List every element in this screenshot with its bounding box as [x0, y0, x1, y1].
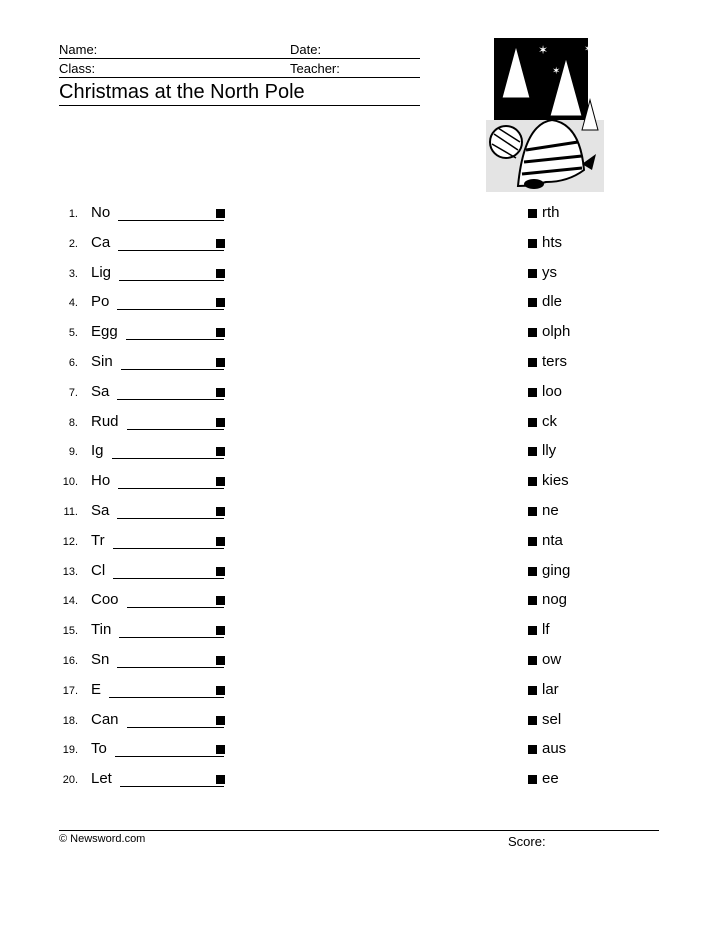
list-item: [0, 529, 728, 559]
answer-blank[interactable]: [117, 293, 224, 310]
word-stem: Egg: [91, 323, 118, 341]
match-dot-left[interactable]: [216, 358, 225, 367]
word-stem: To: [91, 740, 107, 758]
list-item: [0, 350, 728, 380]
word-ending: hts: [542, 233, 563, 251]
match-dot-left[interactable]: [216, 239, 225, 248]
answer-blank[interactable]: [127, 413, 224, 430]
item-number: 11.: [63, 506, 78, 518]
answer-blank[interactable]: [115, 740, 224, 757]
answer-blank[interactable]: [127, 591, 224, 608]
word-stem: Rud: [91, 412, 119, 430]
list-item: [0, 678, 728, 708]
match-dot-left[interactable]: [216, 716, 225, 725]
match-dot-right[interactable]: [528, 388, 537, 397]
match-dot-right[interactable]: [528, 626, 537, 635]
match-dot-left[interactable]: [216, 477, 225, 486]
list-item: [0, 648, 728, 678]
word-stem: Cl: [91, 561, 106, 579]
item-number: 9.: [68, 446, 78, 459]
match-dot-right[interactable]: [528, 418, 537, 427]
match-dot-left[interactable]: [216, 388, 225, 397]
match-dot-left[interactable]: [216, 596, 225, 605]
match-dot-right[interactable]: [528, 567, 537, 576]
answer-blank[interactable]: [121, 353, 224, 370]
word-ending: dle: [542, 293, 563, 311]
answer-blank[interactable]: [117, 383, 224, 400]
worksheet-title: [59, 78, 420, 106]
match-dot-right[interactable]: [528, 716, 537, 725]
item-number: 8.: [68, 416, 78, 429]
word-stem: Coo: [91, 591, 119, 609]
list-item: [0, 320, 728, 350]
word-ending: aus: [542, 740, 567, 758]
word-stem: Sin: [91, 353, 113, 370]
item-number: 2.: [68, 237, 78, 250]
match-dot-right[interactable]: [528, 328, 537, 337]
word-ending: olph: [542, 323, 571, 341]
list-item: [0, 261, 728, 291]
word-ending: kies: [542, 472, 569, 490]
word-ending: nta: [542, 531, 563, 549]
match-dot-left[interactable]: [216, 537, 225, 546]
word-ending: nog: [542, 591, 568, 609]
word-stem: Sa: [91, 502, 110, 519]
match-dot-left[interactable]: [216, 418, 225, 427]
svg-text:✶: ✶: [552, 66, 561, 77]
word-ending: sel: [542, 710, 562, 728]
word-stem: Ca: [91, 233, 111, 251]
item-number: 3.: [68, 267, 78, 280]
word-ending: lar: [542, 680, 559, 698]
item-number: 15.: [62, 625, 78, 638]
list-item: [0, 231, 728, 261]
word-stem: Sn: [91, 651, 110, 668]
answer-blank[interactable]: [109, 681, 224, 698]
item-number: 6.: [68, 357, 78, 369]
answer-blank[interactable]: [119, 621, 224, 638]
match-dot-right[interactable]: [528, 298, 537, 307]
date-label: Date:: [290, 42, 322, 57]
list-item: [0, 767, 728, 797]
word-stem: No: [91, 204, 111, 221]
word-stem: Let: [91, 770, 112, 788]
match-dot-left[interactable]: [216, 775, 225, 784]
word-ending: ow: [542, 651, 562, 668]
list-item: [0, 410, 728, 440]
christmas-bell-icon: [486, 38, 604, 192]
match-dot-right[interactable]: [528, 656, 537, 665]
list-item: [0, 439, 728, 469]
match-dot-right[interactable]: [528, 269, 537, 278]
name-date-row: [59, 40, 420, 59]
answer-blank[interactable]: [119, 264, 224, 281]
match-dot-left[interactable]: [216, 656, 225, 665]
match-dot-right[interactable]: [528, 537, 537, 546]
match-dot-left[interactable]: [216, 745, 225, 754]
item-number: 18.: [62, 714, 78, 727]
list-item: [0, 588, 728, 618]
answer-blank[interactable]: [127, 711, 224, 728]
match-dot-left[interactable]: [216, 507, 225, 516]
word-ending: ys: [542, 263, 557, 281]
answer-blank[interactable]: [112, 442, 224, 459]
list-item: [0, 737, 728, 767]
match-dot-right[interactable]: [528, 596, 537, 605]
answer-blank[interactable]: [118, 234, 224, 251]
word-ending: lf: [542, 621, 550, 639]
match-dot-right[interactable]: [528, 209, 537, 218]
list-item: [0, 290, 728, 320]
word-ending: lly: [542, 442, 557, 460]
word-ending: ee: [542, 770, 559, 788]
match-dot-right[interactable]: [528, 507, 537, 516]
word-stem: Lig: [91, 263, 112, 281]
item-number: 14.: [62, 595, 78, 608]
item-number: 1.: [68, 208, 78, 220]
word-stem: Po: [91, 293, 110, 311]
word-ending: loo: [542, 382, 563, 400]
word-ending: rth: [542, 204, 560, 221]
list-item: [0, 380, 728, 410]
class-label: Class:: [59, 61, 96, 76]
item-number: 17.: [62, 684, 78, 697]
score-label: Score:: [508, 834, 546, 849]
match-dot-right[interactable]: [528, 358, 537, 367]
match-dot-left[interactable]: [216, 298, 225, 307]
word-ending: ging: [542, 561, 571, 579]
word-ending: ters: [542, 353, 568, 370]
answer-blank[interactable]: [120, 770, 224, 787]
footer-divider: [59, 830, 659, 831]
item-number: 12.: [62, 535, 78, 548]
word-stem: Tin: [91, 621, 112, 639]
answer-blank[interactable]: [118, 204, 224, 221]
answer-blank[interactable]: [126, 323, 224, 340]
word-ending: ne: [542, 502, 559, 519]
answer-blank[interactable]: [117, 651, 224, 668]
item-number: 19.: [62, 744, 78, 757]
item-number: 16.: [62, 655, 78, 667]
match-dot-left[interactable]: [216, 328, 225, 337]
svg-text:✶: ✶: [584, 44, 593, 55]
word-stem: Tr: [91, 531, 105, 549]
item-number: 5.: [68, 327, 78, 340]
word-stem: Can: [91, 710, 119, 728]
match-dot-right[interactable]: [528, 745, 537, 754]
list-item: [0, 559, 728, 589]
answer-blank[interactable]: [117, 502, 224, 519]
match-dot-left[interactable]: [216, 686, 225, 695]
illustration-svg: [486, 38, 604, 192]
match-dot-right[interactable]: [528, 686, 537, 695]
name-label: Name:: [59, 42, 98, 57]
match-dot-left[interactable]: [216, 626, 225, 635]
word-stem: Ig: [91, 442, 104, 460]
item-number: 13.: [62, 565, 78, 578]
match-dot-right[interactable]: [528, 477, 537, 486]
list-item: [0, 499, 728, 529]
svg-text:✶: ✶: [538, 43, 549, 57]
copyright-text: © Newsword.com: [59, 833, 146, 845]
match-dot-left[interactable]: [216, 567, 225, 576]
answer-blank[interactable]: [118, 472, 224, 489]
match-dot-right[interactable]: [528, 775, 537, 784]
word-stem: E: [91, 680, 102, 698]
answer-blank[interactable]: [113, 532, 224, 549]
match-dot-left[interactable]: [216, 209, 225, 218]
class-teacher-row: [59, 59, 420, 78]
title-text: Christmas at the North Pole: [59, 81, 305, 103]
word-ending: ck: [542, 412, 557, 430]
word-stem: Sa: [91, 382, 110, 400]
answer-blank[interactable]: [113, 562, 224, 579]
item-number: 7.: [68, 386, 78, 399]
list-item: [0, 201, 728, 231]
item-number: 4.: [68, 297, 78, 310]
word-stem: Ho: [91, 472, 111, 490]
match-dot-right[interactable]: [528, 447, 537, 456]
teacher-label: Teacher:: [290, 61, 340, 76]
item-number: 20.: [62, 774, 78, 787]
item-number: 10.: [62, 476, 78, 489]
match-dot-right[interactable]: [528, 239, 537, 248]
list-item: [0, 469, 728, 499]
match-dot-left[interactable]: [216, 269, 225, 278]
list-item: [0, 708, 728, 738]
list-item: [0, 618, 728, 648]
match-dot-left[interactable]: [216, 447, 225, 456]
